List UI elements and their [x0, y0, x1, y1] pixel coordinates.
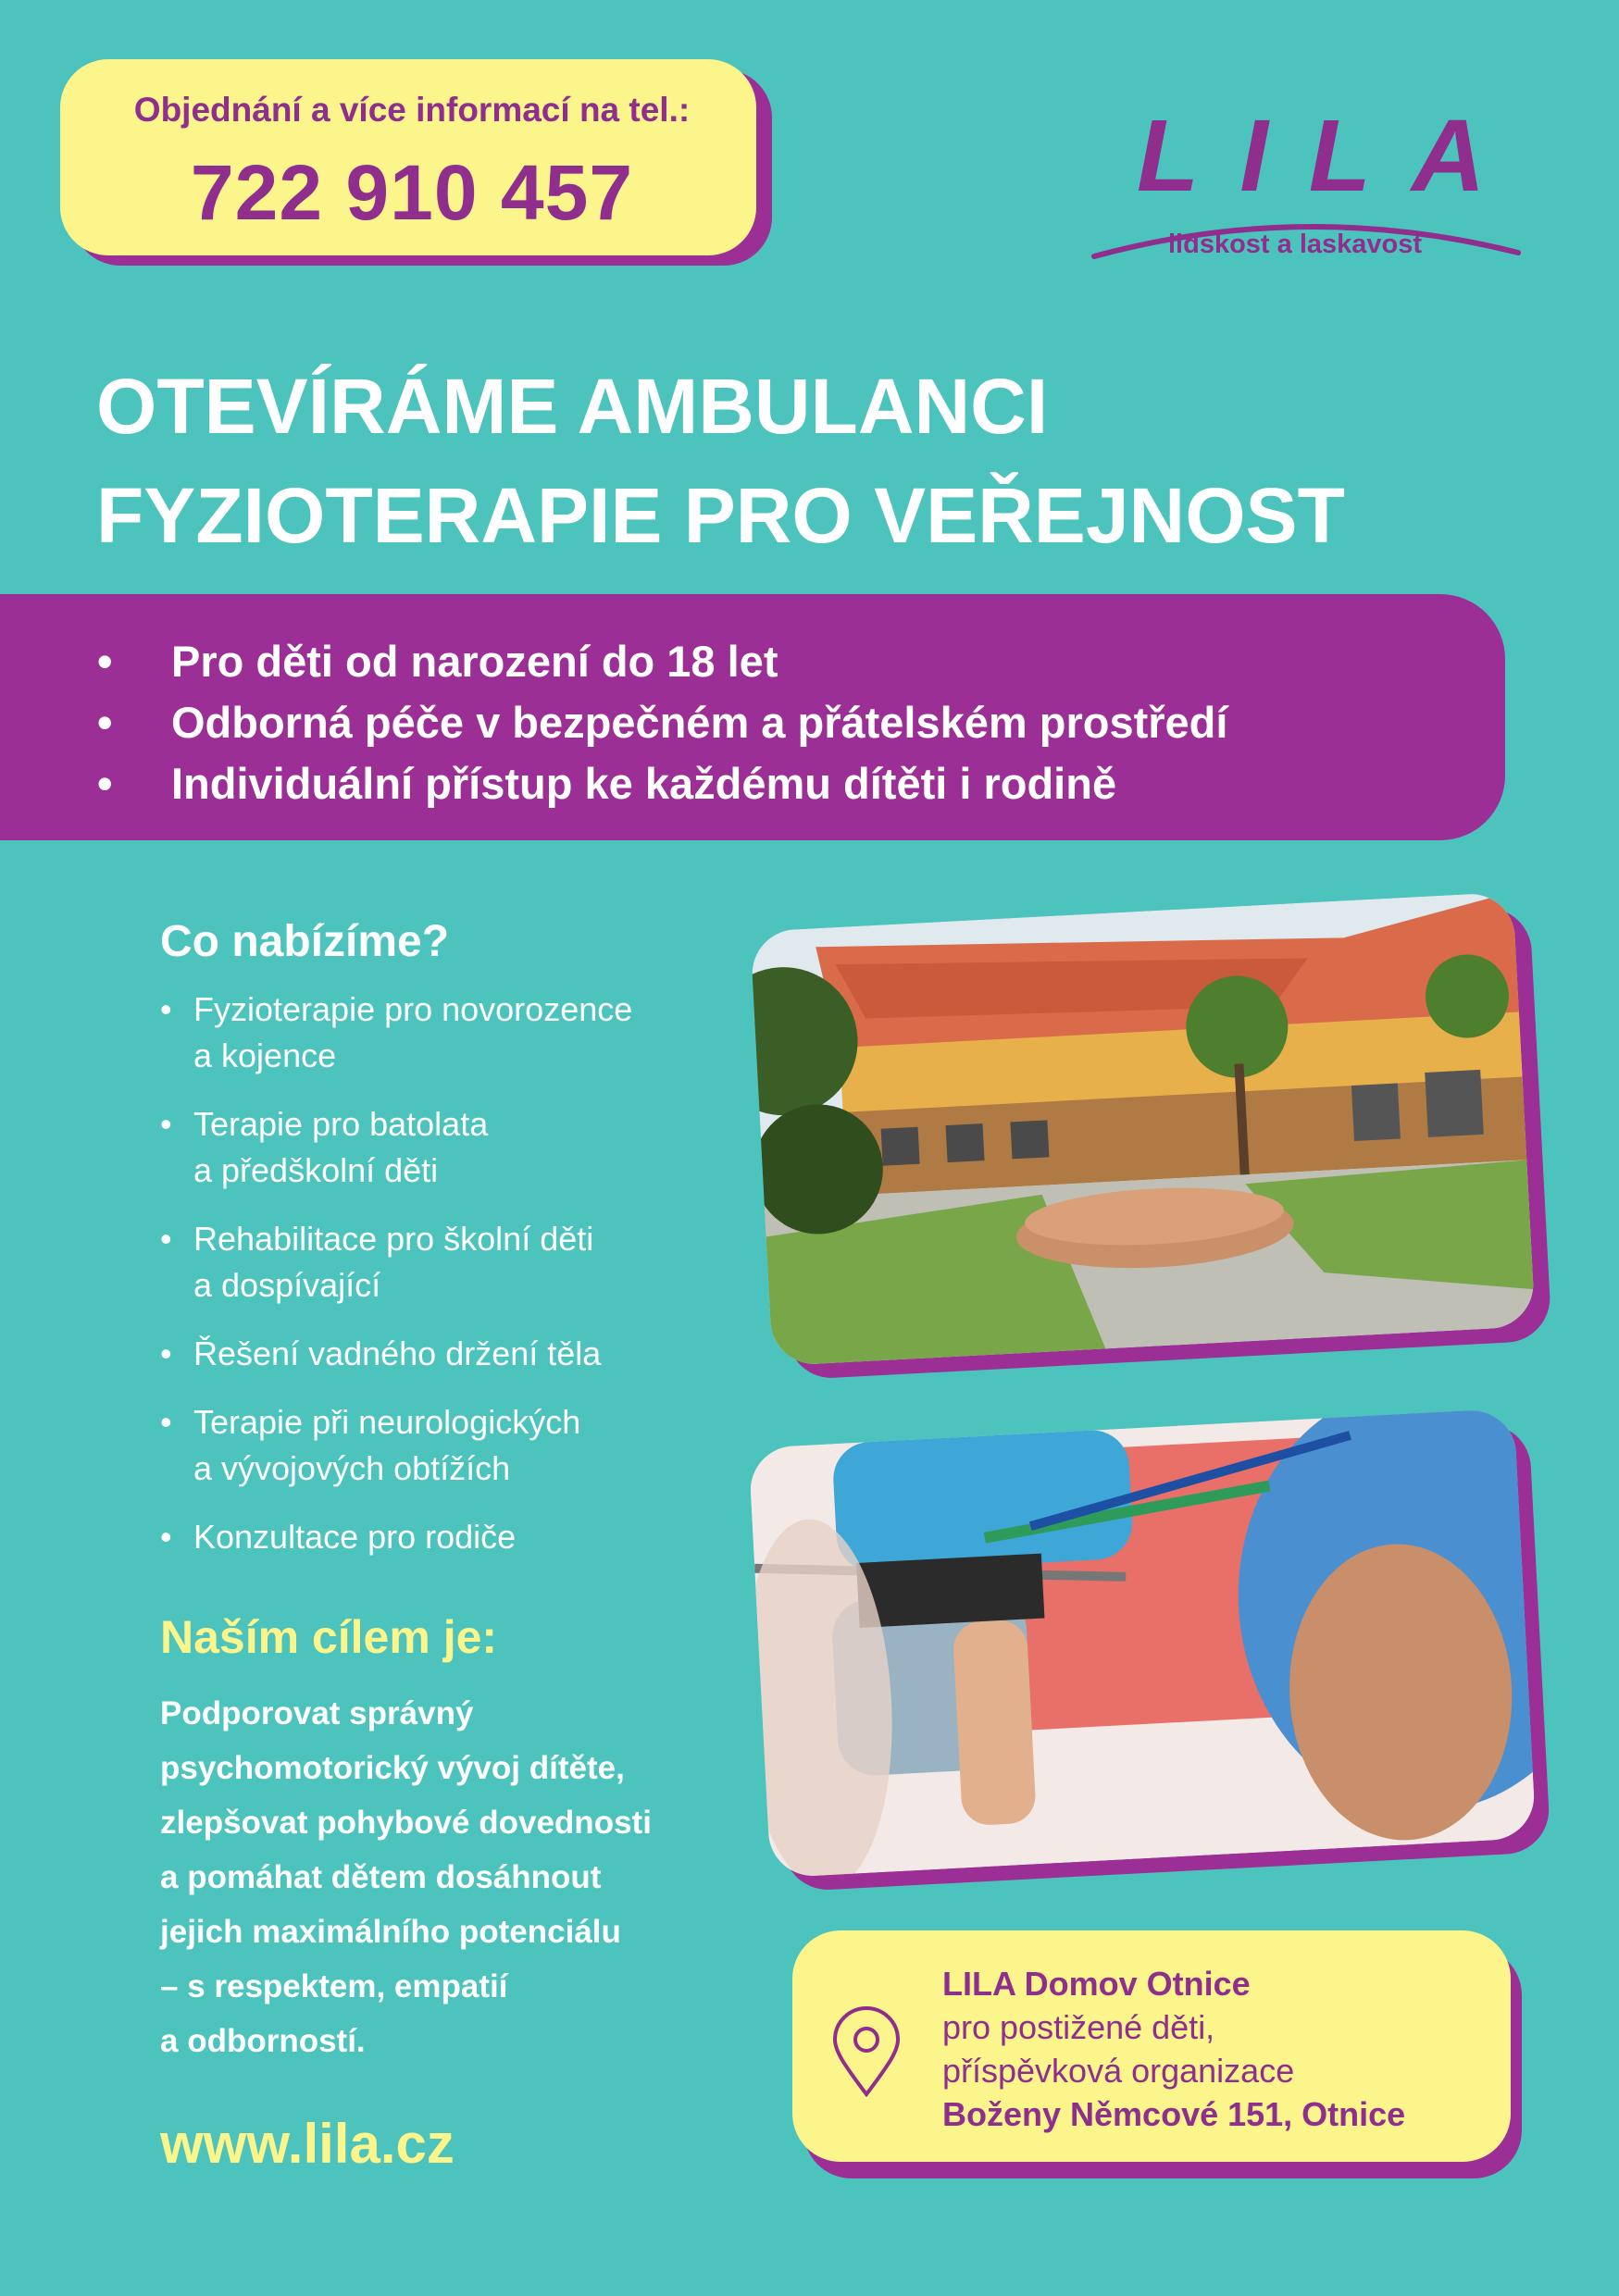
offer-item: • Konzultace pro rodiče [160, 1514, 753, 1560]
goal-text: Podporovat správný psychomotorický vývoj dítěte, zlepšovat pohybové dovednosti a pomáhat dětem dosáhnout jejich maximálního potenciálu – s respektem, empatií a odborností. [160, 1695, 652, 2059]
offer-item: • Rehabilitace pro školní děti a dospívající [160, 1216, 753, 1309]
location-pin-icon [829, 2006, 903, 2099]
highlights-list [97, 631, 1486, 814]
offer-item: • Terapie při neurologických a vývojových obtížích [160, 1399, 753, 1492]
contact-phone-number[interactable]: 722 910 457 [190, 149, 634, 236]
page-headline [96, 352, 1531, 570]
bullet-icon: • [97, 698, 113, 747]
offer-title: Co nabízíme? [160, 917, 450, 966]
bullet-icon: • [160, 1403, 172, 1441]
bullet-icon: • [160, 1518, 172, 1556]
offer-item: • Fyzioterapie pro novorozence a kojence [160, 987, 753, 1079]
bullet-icon: • [160, 1105, 172, 1143]
website-link[interactable]: www.lila.cz [160, 2113, 455, 2175]
headline-line-1: OTEVÍRÁME AMBULANCI [96, 363, 1049, 450]
bullet-icon: • [160, 1334, 172, 1372]
contact-phone-box [60, 59, 756, 255]
address-street: Boženy Němcové 151, Otnice [942, 2095, 1406, 2133]
bullet-icon: • [160, 990, 172, 1028]
headline-line-2: FYZIOTERAPIE PRO VEŘEJNOST [96, 472, 1345, 559]
bullet-icon: • [160, 1220, 172, 1258]
lila-logo [1083, 97, 1527, 273]
offer-item: • Terapie pro batolata a předškolní děti [160, 1101, 753, 1194]
therapy-photo [748, 1409, 1536, 1879]
highlight-item: • Individuální přístup ke každému dítěti i rodině [97, 753, 1486, 814]
address-org-name: LILA Domov Otnice [942, 1965, 1251, 2003]
logo-wordmark: LILA [1137, 99, 1526, 213]
highlight-item: • Pro děti od narození do 18 let [97, 631, 1486, 692]
contact-label: Objednání a více informací na tel.: [133, 91, 691, 129]
therapy-illustration [748, 1409, 1536, 1879]
building-illustration [750, 892, 1535, 1367]
address-text [942, 1962, 1498, 2136]
logo-tagline: lidskost a laskavost [1168, 230, 1423, 259]
goal-title: Naším cílem je: [160, 1611, 498, 1663]
highlight-item: • Odborná péče v bezpečném a přátelském prostředí [97, 692, 1486, 753]
bullet-icon: • [97, 759, 113, 808]
offer-item: • Řešení vadného držení těla [160, 1331, 753, 1377]
offer-list [160, 987, 753, 1582]
address-line-3: příspěvková organizace [942, 2052, 1295, 2090]
bullet-icon: • [97, 637, 113, 686]
building-photo [750, 892, 1535, 1367]
address-box [792, 1930, 1511, 2162]
address-line-2: pro postižené děti, [942, 2008, 1215, 2046]
